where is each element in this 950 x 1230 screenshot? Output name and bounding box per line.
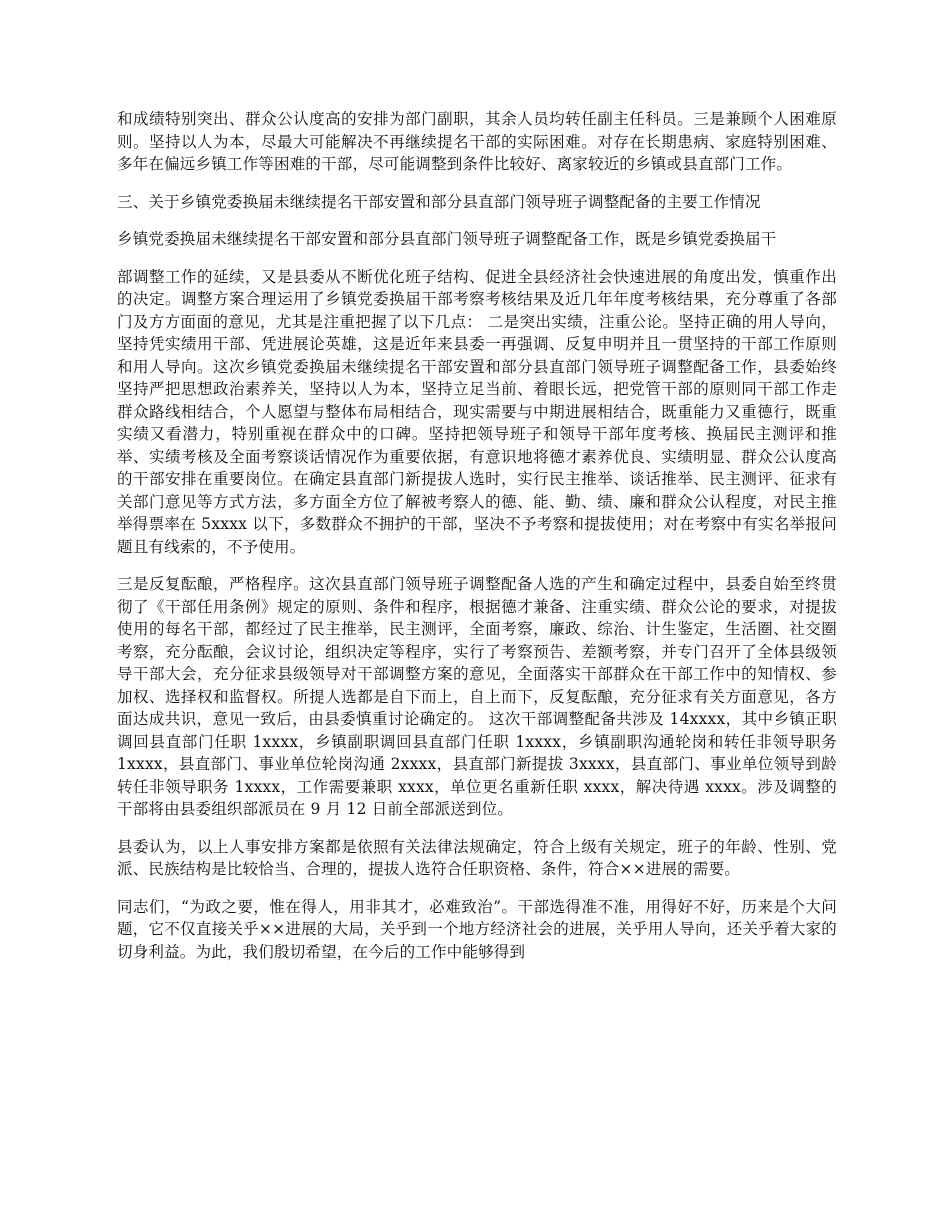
document-body <box>117 108 837 978</box>
paragraph-4: 三是反复酝酿，严格程序。这次县直部门领导班子调整配备人选的产生和确定过程中，县委自始至终贯彻了《干部任用条例》规定的原则、条件和程序，根据德才兼备、注重实绩、群众公论的要求，对提拔使用的每名干部，都经过了民主推举，民主测评，全面考察，廉政、综治、计生鉴定，生活圈、社交圈考察，充分酝酿，会议讨论，组织决定等程序，实行了考察预告、差额考察，并专门召开了全体县级领导干部大会，充分征求县级领导对干部调整方案的意见，全面落实干部群众在干部工作中的知情权、参加权、选择权和监督权。所提人选都是自下而上，自上而下，反复酝酿，充分征求有关方面意见，各方面达成共识，意见一致后，由县委慎重讨论确定的。 这次干部调整配备共涉及 14xxxx，其中乡镇正职调回县直部门任职 1xxxx，乡镇副职调回县直部门任职 1xxxx，乡镇副职沟通轮岗和转任非领导职务 1xxxx，县直部门、事业单位轮岗沟通 2xxxx，县直部门新提拔 3xxxx，县直部门、事业单位领导到龄转任非领导职务 1xxxx，工作需要兼职 xxxx，单位更名重新任职 xxxx，解决待遇 xxxx。涉及调整的干部将由县委组织部派员在 9 月 12 日前全部派送到位。 <box>117 575 837 818</box>
section-heading: 三、关于乡镇党委换届未继续提名干部安置和部分县直部门领导班子调整配备的主要工作情况 <box>117 192 761 211</box>
paragraph-5: 县委认为，以上人事安排方案都是依照有关法律法规确定，符合上级有关规定，班子的年龄、性别、党派、民族结构是比较恰当、合理的，提拔人选符合任职资格、条件，符合××进展的需要。 <box>117 837 837 878</box>
paragraph-6: 同志们，“为政之要，惟在得人，用非其才，必难致治”。干部选得准不准，用得好不好，历来是个大问题，它不仅直接关乎××进展的大局，关乎到一个地方经济社会的进展，关乎用人导向，还关乎着大家的切身利益。为此，我们殷切希望，在今后的工作中能够得到 <box>117 897 837 961</box>
paragraph-2: 乡镇党委换届未继续提名干部安置和部分县直部门领导班子调整配备工作，既是乡镇党委换届干 <box>117 230 777 248</box>
paragraph-1: 和成绩特别突出、群众公认度高的安排为部门副职，其余人员均转任副主任科员。三是兼顾个人困难原则。坚持以人为本，尽最大可能解决不再继续提名干部的实际困难。对存在长期患病、家庭特别困难、多年在偏远乡镇工作等困难的干部，尽可能调整到条件比较好、离家较近的乡镇或县直部门工作。 <box>117 110 837 173</box>
paragraph-3: 部调整工作的延续，又是县委从不断优化班子结构、促进全县经济社会快速进展的角度出发，慎重作出的决定。调整方案合理运用了乡镇党委换届干部考察考核结果及近几年年度考核结果，充分尊重了各部门及方方面面的意见，尤其是注重把握了以下几点： 二是突出实绩，注重公论。坚持正确的用人导向，坚持凭实绩用干部、凭进展论英雄，这是近年来县委一再强调、反复申明并且一贯坚持的干部工作原则和用人导向。这次乡镇党委换届未继续提名干部安置和部分县直部门领导班子调整配备工作，县委始终坚持严把思想政治素养关，坚持以人为本，坚持立足当前、着眼长远，把党管干部的原则同干部工作走群众路线相结合，个人愿望与整体布局相结合，现实需要与中期进展相结合，既重能力又重德行，既重实绩又看潜力，特别重视在群众中的口碑。坚持把领导班子和领导干部年度考核、换届民主测评和推举、实绩考核及全面考察谈话情况作为重要依据，有意识地将德才素养优良、实绩明显、群众公认度高的干部安排在重要岗位。在确定县直部门新提拔人选时，实行民主推举、谈话推举、民主测评、征求有关部门意见等方式方法，多方面全方位了解被考察人的德、能、勤、绩、廉和群众公认程度，对民主推举得票率在 5xxxx 以下，多数群众不拥护的干部，坚决不予考察和提拔使用；对在考察中有实名举报问题且有线索的，不予使用。 <box>117 267 837 556</box>
